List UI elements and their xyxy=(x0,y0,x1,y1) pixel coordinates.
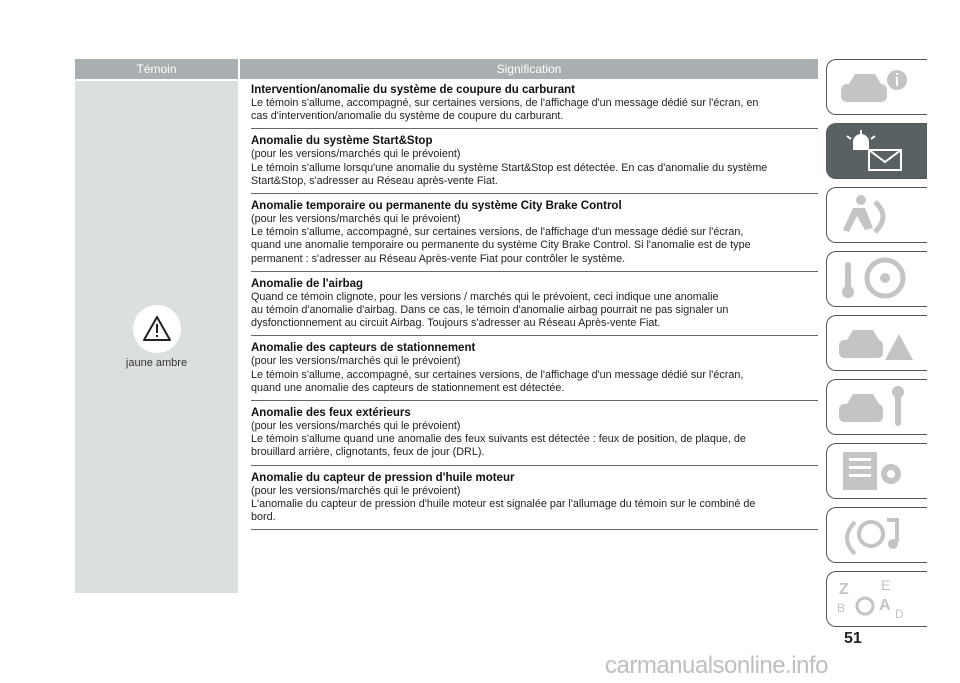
entry-text-line: L'anomalie du capteur de pression d'huile moteur est signalée par l'allumage du témoin sur le combiné de xyxy=(251,497,756,510)
watermark: carmanualsonline.info xyxy=(605,652,828,679)
table-header xyxy=(75,59,818,79)
car-tools-icon[interactable] xyxy=(826,379,927,435)
svg-text:D: D xyxy=(895,607,904,621)
entry xyxy=(251,129,818,194)
entry-title: Anomalie de l'airbag xyxy=(251,277,364,290)
entry-title: Anomalie des capteurs de stationnement xyxy=(251,342,476,355)
svg-text:B: B xyxy=(837,601,846,615)
entry-text-line: (pour les versions/marchés qui le prévoient) xyxy=(251,420,461,433)
entry-text-line: Start&Stop, s'adresser au Réseau après-vente Fiat. xyxy=(251,174,498,187)
entry xyxy=(251,194,818,272)
car-emergency-icon[interactable] xyxy=(826,315,927,371)
entry-title: Intervention/anomalie du système de coupure du carburant xyxy=(251,84,575,96)
entry-text-line: cas d'intervention/anomalie du système de coupure du carburant. xyxy=(251,110,564,123)
entry-title: Anomalie du capteur de pression d'huile moteur xyxy=(251,471,515,484)
entry xyxy=(251,336,818,401)
entry-text-line: quand une anomalie temporaire ou permanente du système City Brake Control. Si l'anomalie est de type xyxy=(251,239,751,252)
entry-text-line: au témoin d'anomalie d'airbag. Dans ce cas, le témoin d'anomalie airbag pourrait ne pas signaler un xyxy=(251,304,729,317)
entry-text-line: Le témoin s'allume, accompagné, sur certaines versions, de l'affichage d'un message dédié sur l'écran, xyxy=(251,226,744,239)
entry-title: Anomalie des feux extérieurs xyxy=(251,407,411,420)
entry-text-line: Quand ce témoin clignote, pour les versions / marchés qui le prévoient, ceci indique une anomalie xyxy=(251,290,719,303)
svg-text:E: E xyxy=(881,577,891,593)
car-info-icon[interactable] xyxy=(826,59,927,115)
svg-text:A: A xyxy=(879,597,891,614)
technical-data-icon[interactable] xyxy=(826,443,927,499)
entry-title: Anomalie du système Start&Stop xyxy=(251,135,433,148)
indicator-color-label: jaune ambre xyxy=(125,357,188,369)
entry-text-line: Le témoin s'allume, accompagné, sur certaines versions, de l'affichage d'un message dédié sur l'écran, en xyxy=(251,97,759,109)
warning-lights-table xyxy=(75,59,818,593)
entry-title: Anomalie temporaire ou permanente du système City Brake Control xyxy=(251,200,622,213)
svg-text:Z: Z xyxy=(839,581,849,598)
entry xyxy=(251,401,818,466)
warning-triangle-icon xyxy=(133,305,181,353)
entry xyxy=(251,272,818,337)
entry-text-line: dysfonctionnement au circuit Airbag. Toujours s'adresser au Réseau Après-vente Fiat. xyxy=(251,317,661,330)
entry xyxy=(251,81,818,129)
entry-text-line: permanent : s'adresser au Réseau Après-vente Fiat pour contrôler le système. xyxy=(251,252,626,265)
key-steering-wheel-icon[interactable] xyxy=(826,251,927,307)
airbag-safety-icon[interactable] xyxy=(826,187,927,243)
warning-light-message-icon[interactable] xyxy=(826,123,927,179)
indicator-cell xyxy=(75,81,238,593)
entry-text-line: (pour les versions/marchés qui le prévoient) xyxy=(251,484,461,497)
entry-text-line: (pour les versions/marchés qui le prévoient) xyxy=(251,148,461,161)
multimedia-icon[interactable] xyxy=(826,507,927,563)
entry-text-line: Le témoin s'allume lorsqu'une anomalie du système Start&Stop est détectée. En cas d'anomalie du système xyxy=(251,161,768,174)
entry-text-line: Le témoin s'allume, accompagné, sur certaines versions, de l'affichage d'un message dédié sur l'écran, xyxy=(251,368,744,381)
page-number: 51 xyxy=(844,630,862,647)
entry-text-line: (pour les versions/marchés qui le prévoient) xyxy=(251,355,461,368)
chapter-tabs xyxy=(826,59,928,635)
entry-text-line: Le témoin s'allume quand une anomalie des feux suivants est détectée : feux de position, de plaque, de xyxy=(251,433,746,446)
alphabetical-index-icon[interactable] xyxy=(826,571,927,627)
entry-text-line: brouillard arrière, clignotants, feux de jour (DRL). xyxy=(251,446,485,459)
signification-list xyxy=(240,81,818,593)
entry-text-line: bord. xyxy=(251,511,276,524)
header-temoin: Témoin xyxy=(75,59,238,79)
entry xyxy=(251,466,818,531)
table-body xyxy=(75,81,818,593)
header-signification: Signification xyxy=(240,59,818,79)
entry-text-line: quand une anomalie des capteurs de stationnement est détectée. xyxy=(251,381,565,394)
entry-text-line: (pour les versions/marchés qui le prévoient) xyxy=(251,213,461,226)
